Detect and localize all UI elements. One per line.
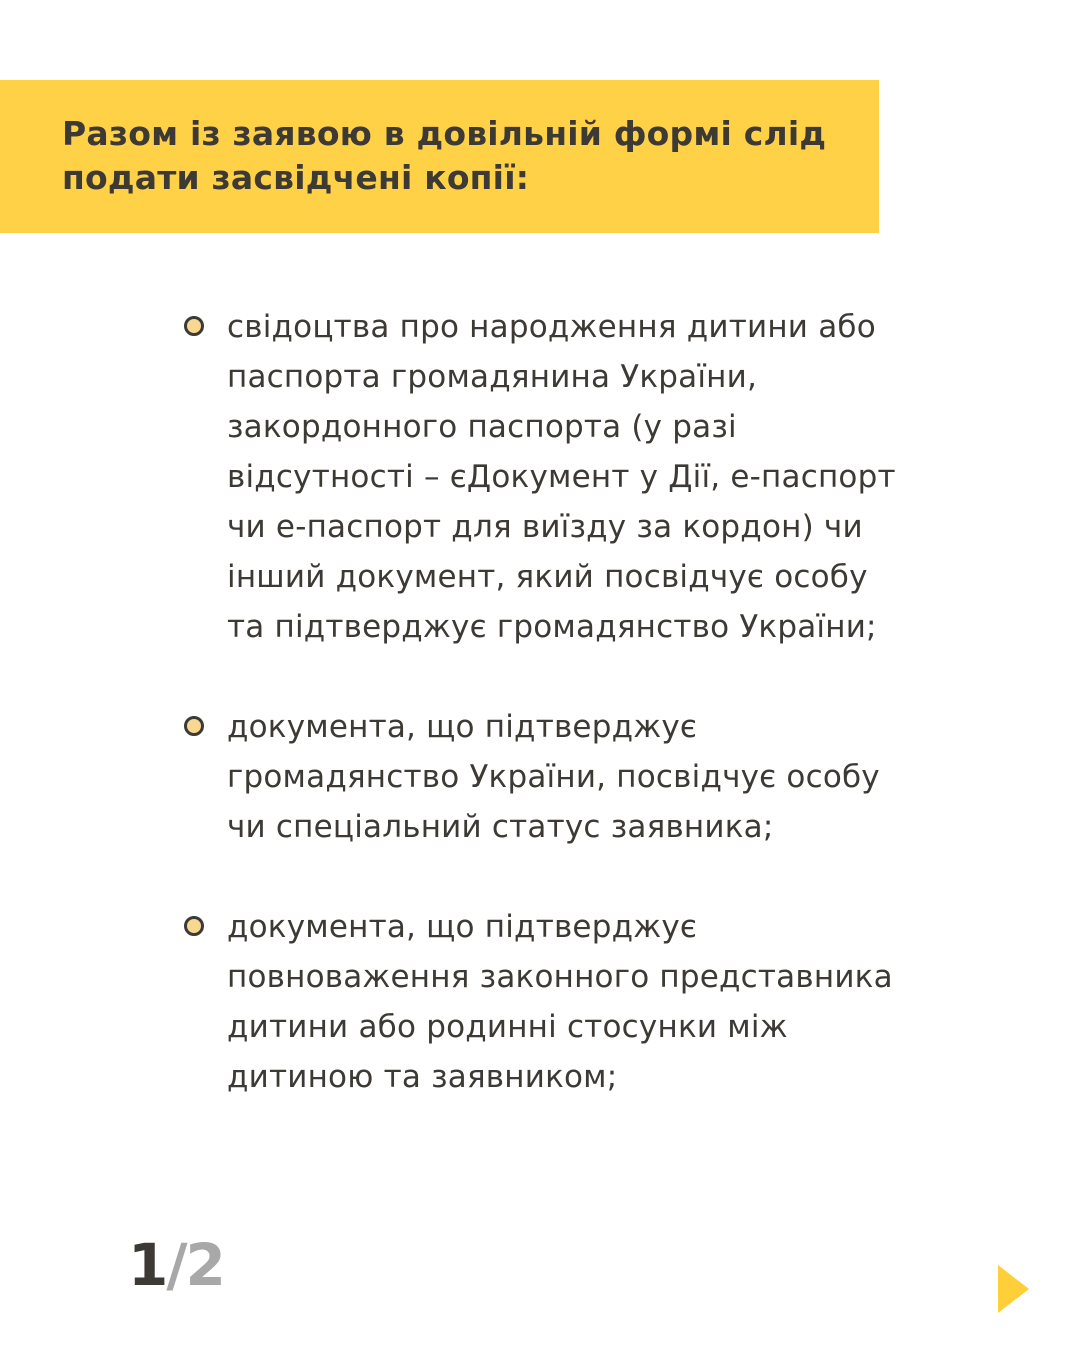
header-banner xyxy=(0,80,879,233)
circle-bullet-icon xyxy=(184,916,204,936)
page-total: 2 xyxy=(185,1231,224,1299)
list-item-text: документа, що підтверджує громадянство України, посвідчує особу чи спеціальний статус заявника; xyxy=(227,709,880,845)
page-title: Разом із заявою в довільній формі слід подати засвідчені копії: xyxy=(62,114,827,197)
page-current: 1 xyxy=(128,1231,167,1299)
list-item xyxy=(184,302,984,652)
list-item xyxy=(184,702,984,852)
circle-bullet-icon xyxy=(184,716,204,736)
page-indicator xyxy=(128,1232,224,1298)
page-separator: / xyxy=(166,1231,186,1299)
list-item-text: документа, що підтверджує повноваження законного представника дитини або родинні стосунки між дитиною та заявником; xyxy=(227,909,893,1095)
arrow-right-triangle-icon[interactable] xyxy=(998,1265,1029,1313)
document-list xyxy=(184,302,984,1152)
circle-bullet-icon xyxy=(184,316,204,336)
list-item-text: свідоцтва про народження дитини або паспорта громадянина України, закордонного паспорта (у разі відсутності – єДокумент у Дії, е-паспорт чи е-паспорт для виїзду за кордон) чи інший документ, який посвідчує особу та підтверджує громадянство України; xyxy=(227,309,896,645)
list-item xyxy=(184,902,984,1102)
